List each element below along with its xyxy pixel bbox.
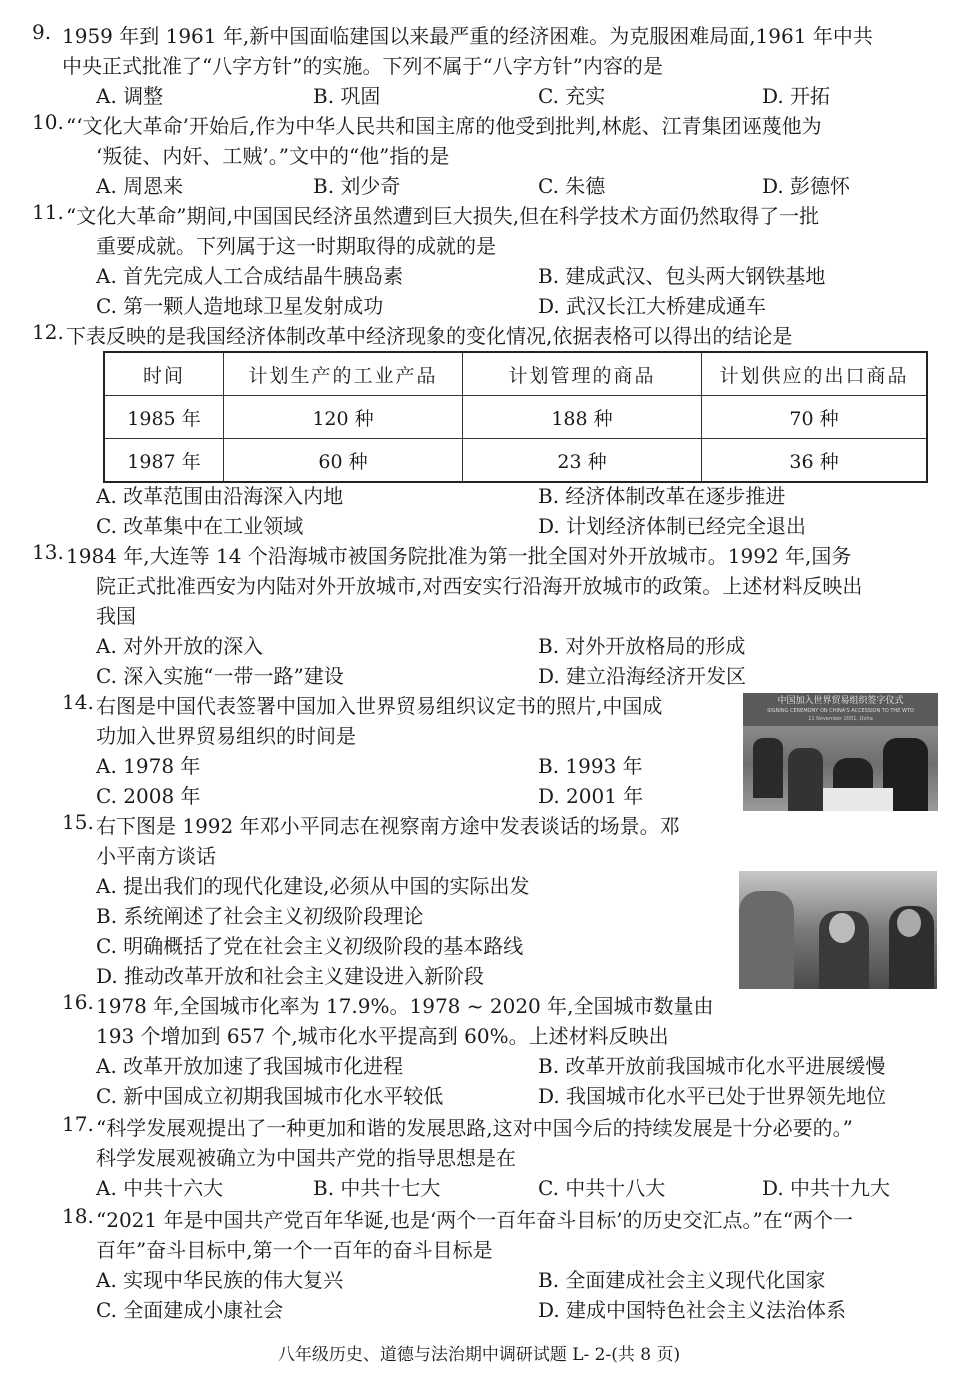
option-a[interactable]: A. 改革开放加速了我国城市化进程 xyxy=(96,1054,404,1078)
question-stem-line: 下表反映的是我国经济体制改革中经济现象的变化情况,依据表格可以得出的结论是 xyxy=(66,324,793,348)
photo-figure xyxy=(753,738,783,798)
question-stem-line: 院正式批准西安为内陆对外开放城市,对西安实行沿海开放城市的政策。上述材料反映出 xyxy=(96,574,863,598)
table-header-cell: 计划供应的出口商品 xyxy=(702,352,928,396)
question-stem-line: 小平南方谈话 xyxy=(96,844,216,868)
question-number: 12. xyxy=(32,320,64,344)
option-d[interactable]: D. 建成中国特色社会主义法治体系 xyxy=(538,1298,847,1322)
option-a[interactable]: A. 实现中华民族的伟大复兴 xyxy=(96,1268,344,1292)
option-d[interactable]: D. 推动改革开放和社会主义建设进入新阶段 xyxy=(96,964,485,988)
photo-figure xyxy=(788,748,823,811)
option-a[interactable]: A. 对外开放的深入 xyxy=(96,634,264,658)
question-number: 17. xyxy=(62,1112,94,1136)
option-a[interactable]: A. 改革范围由沿海深入内地 xyxy=(96,484,344,508)
option-d[interactable]: D. 中共十九大 xyxy=(762,1176,891,1200)
option-c[interactable]: C. 2008 年 xyxy=(96,784,201,808)
table-cell: 120 种 xyxy=(224,396,463,439)
option-a[interactable]: A. 首先完成人工合成结晶牛胰岛素 xyxy=(96,264,404,288)
question-stem-line: 百年”奋斗目标中,第一个一百年的奋斗目标是 xyxy=(96,1238,493,1262)
option-b[interactable]: B. 建成武汉、包头两大钢铁基地 xyxy=(538,264,826,288)
table-cell: 60 种 xyxy=(224,439,463,483)
question-number: 18. xyxy=(62,1204,94,1228)
wto-signing-photo xyxy=(743,693,938,811)
page-footer: 八年级历史、道德与法治期中调研试题 L- 2-(共 8 页) xyxy=(277,1345,681,1365)
option-d[interactable]: D. 武汉长江大桥建成通车 xyxy=(538,294,767,318)
photo-face xyxy=(897,909,921,937)
option-a[interactable]: A. 调整 xyxy=(96,84,164,108)
question-number: 15. xyxy=(62,810,94,834)
option-a[interactable]: A. 周恩来 xyxy=(96,174,184,198)
option-d[interactable]: D. 彭德怀 xyxy=(762,174,851,198)
question-number: 9. xyxy=(32,20,52,44)
question-stem-line: 1978 年,全国城市化率为 17.9%。1978 ~ 2020 年,全国城市数量由 xyxy=(96,994,714,1018)
option-c[interactable]: C. 新中国成立初期我国城市化水平较低 xyxy=(96,1084,444,1108)
question-stem-line: “2021 年是中国共产党百年华诞,也是‘两个一百年奋斗目标’的历史交汇点。”在“两个一 xyxy=(96,1208,854,1232)
option-c[interactable]: C. 朱德 xyxy=(538,174,606,198)
table-header-cell: 计划生产的工业产品 xyxy=(224,352,463,396)
option-b[interactable]: B. 巩固 xyxy=(313,84,381,108)
question-stem-line: ‘叛徒、内奸、工贼’。”文中的“他”指的是 xyxy=(96,144,450,168)
option-c[interactable]: C. 中共十八大 xyxy=(538,1176,666,1200)
option-b[interactable]: B. 改革开放前我国城市化水平进展缓慢 xyxy=(538,1054,886,1078)
option-c[interactable]: C. 充实 xyxy=(538,84,606,108)
question-stem-line: 1959 年到 1961 年,新中国面临建国以来最严重的经济困难。为克服困难局面,1961 年中共 xyxy=(62,24,873,48)
table-cell: 1985 年 xyxy=(104,396,224,439)
option-a[interactable]: A. 提出我们的现代化建设,必须从中国的实际出发 xyxy=(96,874,530,898)
question-stem-line: 右下图是 1992 年邓小平同志在视察南方途中发表谈话的场景。邓 xyxy=(96,814,680,838)
option-c[interactable]: C. 明确概括了党在社会主义初级阶段的基本路线 xyxy=(96,934,524,958)
question-stem-line: 右图是中国代表签署中国加入世界贸易组织议定书的照片,中国成 xyxy=(96,694,663,718)
table-cell: 23 种 xyxy=(463,439,702,483)
question-number: 14. xyxy=(62,690,94,714)
table-cell: 188 种 xyxy=(463,396,702,439)
option-a[interactable]: A. 中共十六大 xyxy=(96,1176,224,1200)
option-c[interactable]: C. 第一颗人造地球卫星发射成功 xyxy=(96,294,384,318)
option-b[interactable]: B. 系统阐述了社会主义初级阶段理论 xyxy=(96,904,424,928)
table-cell: 70 种 xyxy=(702,396,928,439)
question-stem-line: “科学发展观提出了一种更加和谐的发展思路,这对中国今后的持续发展是十分必要的。” xyxy=(96,1116,853,1140)
photo-figure xyxy=(739,891,794,989)
option-c[interactable]: C. 改革集中在工业领域 xyxy=(96,514,304,538)
option-b[interactable]: B. 经济体制改革在逐步推进 xyxy=(538,484,786,508)
table-header-cell: 计划管理的商品 xyxy=(463,352,702,396)
table-header-cell: 时间 xyxy=(104,352,224,396)
question-stem-line: 科学发展观被确立为中国共产党的指导思想是在 xyxy=(96,1146,516,1170)
question-stem-line: 功加入世界贸易组织的时间是 xyxy=(96,724,356,748)
question-number: 10. xyxy=(32,110,64,134)
question-stem-line: “‘文化大革命’开始后,作为中华人民共和国主席的他受到批判,林彪、江青集团诬蔑他为 xyxy=(66,114,822,138)
photo-face xyxy=(829,913,855,943)
option-b[interactable]: B. 全面建成社会主义现代化国家 xyxy=(538,1268,826,1292)
option-d[interactable]: D. 2001 年 xyxy=(538,784,644,808)
option-c[interactable]: C. 全面建成小康社会 xyxy=(96,1298,284,1322)
option-d[interactable]: D. 计划经济体制已经完全退出 xyxy=(538,514,807,538)
option-b[interactable]: B. 对外开放格局的形成 xyxy=(538,634,746,658)
photo-banner-en: SIGNING CEREMONY ON CHINA'S ACCESSION TO THE WTO xyxy=(767,708,914,714)
option-d[interactable]: D. 我国城市化水平已处于世界领先地位 xyxy=(538,1084,887,1108)
question-stem-line: 重要成就。下列属于这一时期取得的成就的是 xyxy=(96,234,496,258)
table-row xyxy=(104,396,927,439)
table-header-row xyxy=(104,352,927,396)
photo-banner-cn: 中国加入世界贸易组织签字仪式 xyxy=(777,696,904,706)
question-number: 11. xyxy=(32,200,64,224)
option-d[interactable]: D. 开拓 xyxy=(762,84,831,108)
question-stem-line: 我国 xyxy=(96,604,136,628)
question-stem-line: 1984 年,大连等 14 个沿海城市被国务院批准为第一批全国对外开放城市。1992 年,国务 xyxy=(66,544,852,568)
question-stem-line: 中央正式批准了“八字方针”的实施。下列不属于“八字方针”内容的是 xyxy=(62,54,663,78)
deng-xiaoping-photo xyxy=(739,871,937,989)
option-b[interactable]: B. 1993 年 xyxy=(538,754,643,778)
table-cell: 36 种 xyxy=(702,439,928,483)
option-b[interactable]: B. 中共十七大 xyxy=(313,1176,441,1200)
question-number: 13. xyxy=(32,540,64,564)
data-table xyxy=(103,351,928,483)
option-d[interactable]: D. 建立沿海经济开发区 xyxy=(538,664,747,688)
photo-banner-date: 11 November 2001, Doha xyxy=(808,716,873,722)
option-a[interactable]: A. 1978 年 xyxy=(96,754,201,778)
question-stem-line: 193 个增加到 657 个,城市化水平提高到 60%。上述材料反映出 xyxy=(96,1024,669,1048)
photo-document xyxy=(823,788,893,811)
table-cell: 1987 年 xyxy=(104,439,224,483)
option-b[interactable]: B. 刘少奇 xyxy=(313,174,401,198)
question-number: 16. xyxy=(62,990,94,1014)
table-row xyxy=(104,439,927,483)
question-stem-line: “文化大革命”期间,中国国民经济虽然遭到巨大损失,但在科学技术方面仍然取得了一批 xyxy=(66,204,820,228)
option-c[interactable]: C. 深入实施“一带一路”建设 xyxy=(96,664,344,688)
